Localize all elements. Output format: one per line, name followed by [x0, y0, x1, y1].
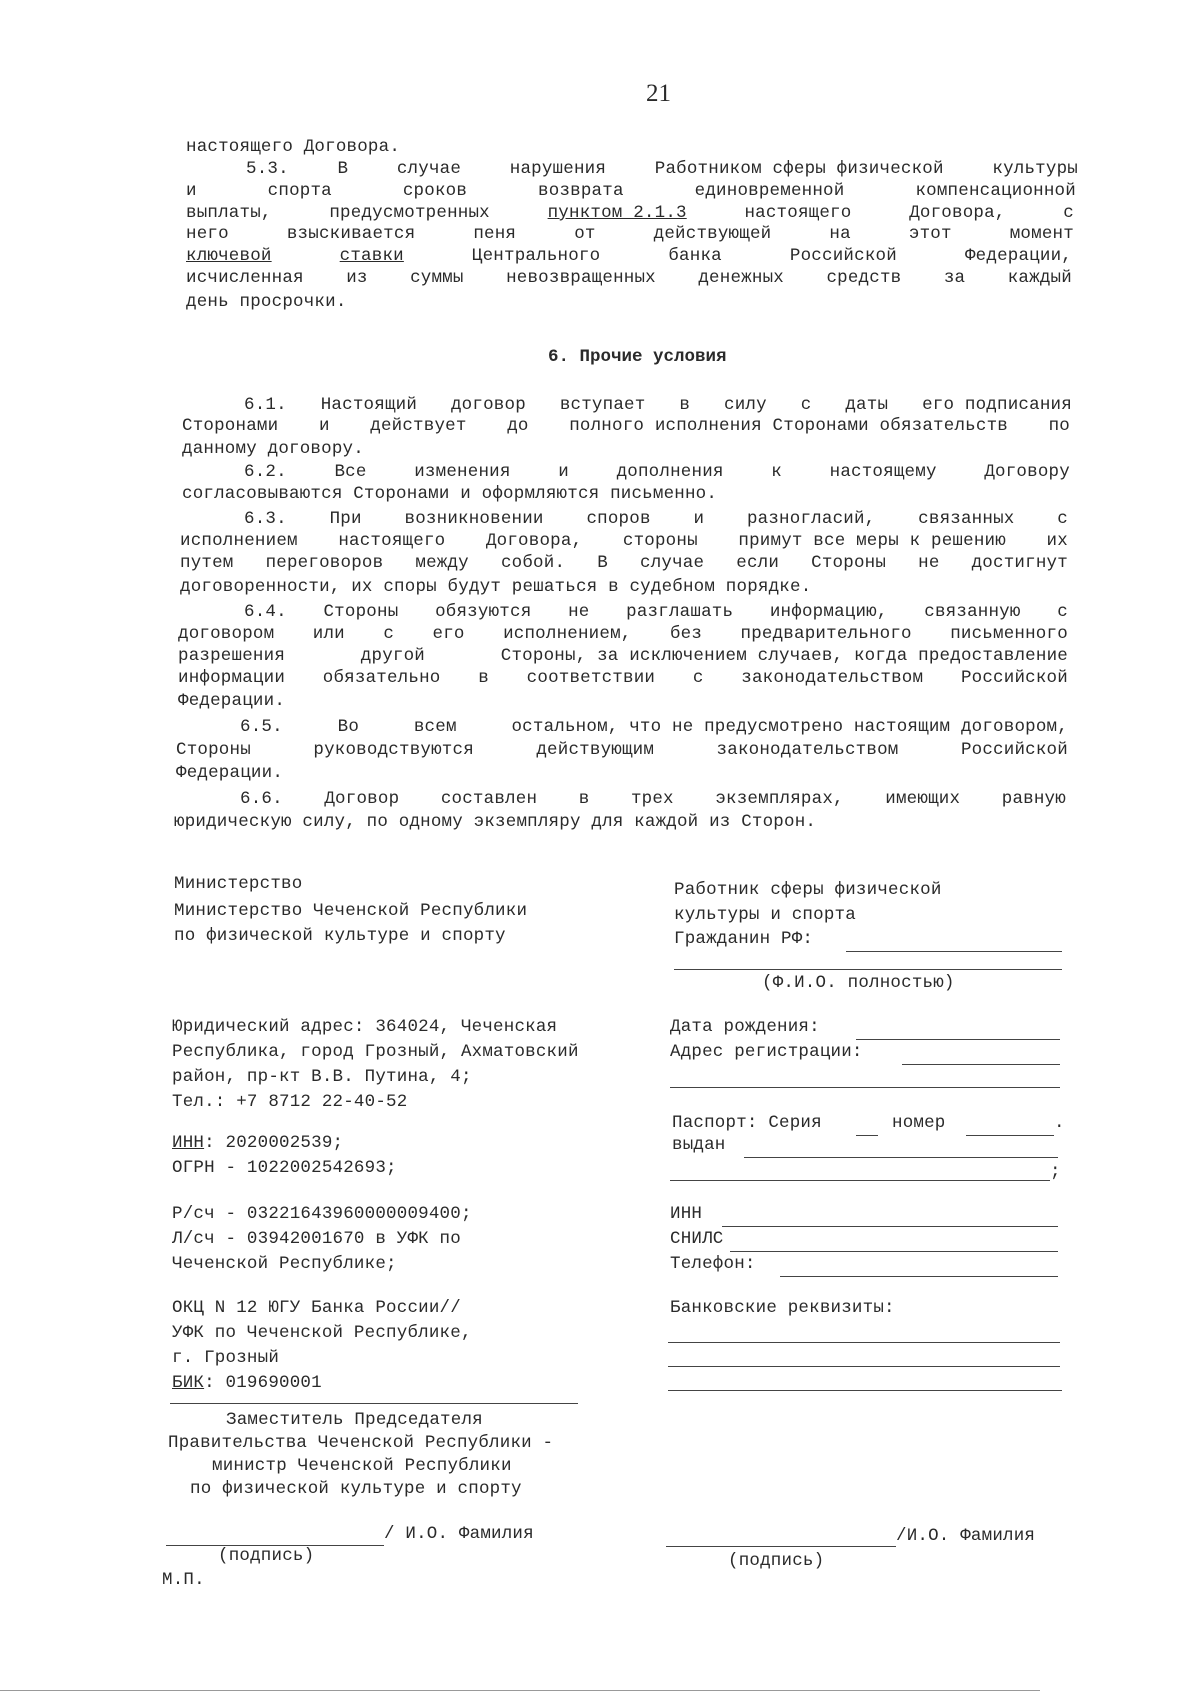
word: пеня: [473, 224, 517, 244]
word: возврата: [538, 181, 624, 201]
word: между: [415, 553, 469, 573]
word: культуры: [992, 159, 1078, 179]
word: соответствии: [526, 668, 656, 688]
word: случае: [396, 159, 462, 179]
word: банка: [668, 246, 722, 266]
text-line: [240, 789, 1066, 810]
section5-continuation: настоящего Договора.: [186, 137, 401, 157]
ministry-bik: [172, 1373, 322, 1394]
word: момент: [1009, 224, 1074, 244]
word: до: [507, 416, 529, 436]
word: дополнения: [616, 462, 724, 482]
passport-number-label: номер: [892, 1113, 946, 1133]
word: Настоящий: [320, 395, 418, 415]
word: и: [558, 462, 569, 482]
passport-issued-line-2: [670, 1180, 1050, 1181]
word: 6.2.: [244, 462, 287, 482]
word: Стороны: [811, 553, 887, 573]
word: не: [568, 602, 590, 622]
word: единовременной: [694, 181, 845, 201]
ministry-personal-account-1: Л/сч - 03942001670 в УФК по: [172, 1229, 461, 1249]
word: вступает: [559, 395, 646, 415]
word: Стороны: [176, 740, 251, 760]
word: невозвращенных: [506, 268, 656, 288]
word: настоящего: [744, 203, 852, 223]
word: согласовываются Сторонами и оформляются письменно.: [182, 484, 718, 504]
address-label: Адрес регистрации:: [670, 1042, 863, 1062]
text-line: [174, 812, 816, 833]
word: средств: [826, 268, 902, 288]
word: этот: [908, 224, 952, 244]
ministry-signature-caption: (подпись): [218, 1546, 315, 1566]
word: предварительного: [740, 624, 912, 644]
word: путем: [180, 553, 234, 573]
employee-signature-name: /И.О. Фамилия: [896, 1526, 1036, 1546]
word: без: [669, 624, 703, 644]
bank-details-label: Банковские реквизиты:: [670, 1298, 895, 1318]
word: трех: [630, 789, 674, 809]
text-line: [176, 740, 1068, 761]
scan-bottom-edge: [0, 1690, 1040, 1691]
word: имеющих: [885, 789, 961, 809]
word: выплаты,: [186, 203, 272, 223]
word: договоренности, их споры будут решаться в судебном порядке.: [180, 577, 812, 597]
ministry-phone: Тел.: +7 8712 22-40-52: [172, 1092, 408, 1112]
word: суммы: [410, 268, 464, 288]
word: 6.1.: [244, 395, 287, 415]
ministry-title-2: Министерство Чеченской Республики: [174, 901, 528, 921]
word: пунктом 2.1.3: [547, 203, 687, 223]
word: настоящему: [829, 462, 937, 482]
bik-value: : 019690001: [204, 1373, 322, 1393]
word: Российской: [789, 246, 897, 266]
text-line: [180, 553, 1068, 574]
ministry-personal-account-2: Чеченской Республике;: [172, 1254, 397, 1274]
word: с: [1057, 509, 1068, 529]
word: Сторонами: [182, 416, 279, 436]
word: предусмотренных: [329, 203, 490, 223]
word: из: [346, 268, 368, 288]
bank-details-line-1: [668, 1342, 1060, 1343]
word: спорта: [267, 181, 332, 201]
signatory-rule: [170, 1403, 578, 1404]
ministry-bank-3: г. Грозный: [172, 1348, 280, 1368]
text-line: [182, 484, 717, 505]
word: если: [736, 553, 780, 573]
inn-label: ИНН: [172, 1133, 205, 1153]
word: ключевой: [186, 246, 272, 266]
passport-series-line: [856, 1135, 878, 1136]
word: При: [329, 509, 362, 529]
seal-placeholder: М.П.: [162, 1570, 205, 1590]
text-line: [186, 246, 1072, 267]
word: их: [1046, 531, 1068, 551]
word: руководствуются: [313, 740, 474, 760]
address-field-line: [902, 1064, 1060, 1065]
employee-phone-label: Телефон:: [670, 1254, 756, 1274]
word: каждый: [1007, 268, 1072, 288]
word: Все: [334, 462, 367, 482]
snils-line: [730, 1251, 1058, 1252]
fio-caption: (Ф.И.О. полностью): [762, 973, 955, 993]
word: связанную: [924, 602, 1021, 622]
text-line: [178, 668, 1068, 689]
word: действующим: [536, 740, 655, 760]
text-line: [244, 509, 1068, 530]
word: по: [1048, 416, 1070, 436]
bank-details-line-2: [668, 1366, 1060, 1367]
passport-issued-line: [744, 1157, 1058, 1158]
employee-title-2: культуры и спорта: [674, 905, 856, 925]
word: с: [383, 624, 395, 644]
word: изменения: [414, 462, 511, 482]
word: письменного: [950, 624, 1068, 644]
signatory-title-3: министр Чеченской Республики: [212, 1456, 512, 1476]
ministry-title-1: Министерство: [174, 874, 303, 894]
word: примут все меры к решению: [738, 531, 1006, 551]
text-line: [180, 577, 811, 598]
word: обязательно: [322, 668, 441, 688]
ministry-inn: [172, 1133, 343, 1154]
ministry-ogrn: ОГРН - 1022002542693;: [172, 1158, 397, 1178]
word: в: [578, 789, 590, 809]
word: с: [1057, 602, 1068, 622]
word: Во: [337, 717, 360, 737]
word: денежных: [698, 268, 784, 288]
word: него: [186, 224, 229, 244]
word: связанных: [918, 509, 1015, 529]
passport-issued-label: выдан: [672, 1135, 726, 1155]
word: в: [478, 668, 489, 688]
word: составлен: [440, 789, 538, 809]
text-line: [182, 416, 1070, 437]
employee-inn-label: ИНН: [670, 1204, 703, 1224]
word: с: [800, 395, 812, 415]
word: Федерации.: [178, 691, 286, 711]
text-line: [240, 717, 1068, 738]
word: другой: [360, 646, 426, 666]
text-line: [178, 624, 1068, 645]
word: равную: [1001, 789, 1066, 809]
word: не: [918, 553, 940, 573]
employee-title-1: Работник сферы физической: [674, 880, 942, 900]
word: с: [692, 668, 704, 688]
word: Российской: [960, 668, 1068, 688]
word: разногласий,: [746, 509, 876, 529]
word: экземплярах,: [715, 789, 844, 809]
word: Федерации.: [176, 763, 284, 783]
text-line: [244, 602, 1068, 623]
word: 6.3.: [244, 509, 287, 529]
citizen-field-line: [846, 951, 1062, 952]
text-line: [178, 646, 1068, 667]
ministry-account: Р/сч - 03221643960000009400;: [172, 1204, 472, 1224]
word: 6.4.: [244, 602, 287, 622]
word: от: [574, 224, 596, 244]
passport-number-line: [966, 1135, 1054, 1136]
text-line: [186, 181, 1076, 202]
text-line: [186, 224, 1074, 245]
word: компенсационной: [915, 181, 1076, 201]
word: Стороны, за исключением случаев, когда предоставление: [500, 646, 1068, 666]
word: Договор: [324, 789, 400, 809]
word: к: [771, 462, 782, 482]
text-line: [178, 691, 285, 712]
word: исчисленная: [186, 268, 304, 288]
text-line: [244, 395, 1072, 416]
word: и: [693, 509, 705, 529]
word: 5.3.: [246, 159, 289, 179]
word: всем: [413, 717, 457, 737]
text-line: [246, 159, 1078, 180]
word: Договору: [984, 462, 1070, 482]
employee-signature-line: [666, 1546, 896, 1547]
ministry-address-2: Республика, город Грозный, Ахматовский: [172, 1042, 579, 1062]
word: законодательством: [741, 668, 924, 688]
text-line: [186, 203, 1074, 224]
word: в: [679, 395, 691, 415]
page-number: 21: [646, 80, 671, 107]
word: с: [1063, 203, 1074, 223]
word: законодательством: [716, 740, 899, 760]
text-line: [186, 292, 347, 313]
word: обязуются: [435, 602, 532, 622]
employee-inn-line: [722, 1226, 1058, 1227]
word: за: [943, 268, 966, 288]
signatory-title-4: по физической культуре и спорту: [190, 1479, 522, 1499]
word: споров: [586, 509, 651, 529]
word: и: [186, 181, 197, 201]
word: собой.: [500, 553, 566, 573]
employee-citizen-label: Гражданин РФ:: [674, 929, 814, 949]
text-line: [186, 268, 1072, 289]
inn-value: : 2020002539;: [204, 1133, 344, 1153]
word: даты: [845, 395, 889, 415]
word: 6.5.: [240, 717, 283, 737]
word: достигнут: [971, 553, 1068, 573]
ministry-bank-2: УФК по Чеченской Республике,: [172, 1323, 472, 1343]
word: договор: [450, 395, 526, 415]
employee-signature-caption: (подпись): [728, 1551, 825, 1571]
word: нарушения: [509, 159, 607, 179]
word: действующей: [653, 224, 772, 244]
ministry-address-1: Юридический адрес: 364024, Чеченская: [172, 1017, 558, 1037]
ministry-address-3: район, пр-кт В.В. Путина, 4;: [172, 1067, 472, 1087]
ministry-signature-name: / И.О. Фамилия: [384, 1524, 534, 1544]
bik-label: БИК: [172, 1373, 205, 1393]
passport-semicolon: ;: [1050, 1162, 1061, 1182]
word: Договора,: [909, 203, 1006, 223]
word: на: [829, 224, 851, 244]
word: В: [337, 159, 349, 179]
word: договором: [178, 624, 275, 644]
signatory-title-2: Правительства Чеченской Республики -: [168, 1433, 554, 1453]
word: данному договору.: [182, 439, 364, 459]
word: его: [432, 624, 465, 644]
dob-label: Дата рождения:: [670, 1017, 820, 1037]
signatory-title-1: Заместитель Председателя: [226, 1410, 483, 1430]
word: полного исполнения Сторонами обязательств: [569, 416, 1008, 436]
snils-label: СНИЛС: [670, 1229, 724, 1249]
word: силу: [724, 395, 767, 415]
word: Стороны: [323, 602, 399, 622]
passport-label: Паспорт: Серия: [672, 1113, 822, 1133]
fio-field-line: [674, 969, 1062, 970]
address-field-line-2: [670, 1087, 1060, 1088]
word: Федерации,: [964, 246, 1072, 266]
text-line: [180, 531, 1068, 552]
text-line: [244, 462, 1070, 483]
word: юридическую силу, по одному экземпляру для каждой из Сторон.: [174, 812, 817, 832]
word: остальном, что не предусмотрено настоящим договором,: [511, 717, 1068, 737]
word: разрешения: [178, 646, 286, 666]
word: Центрального: [471, 246, 601, 266]
bank-details-line-3: [668, 1390, 1062, 1391]
word: взыскивается: [286, 224, 416, 244]
word: переговоров: [265, 553, 384, 573]
word: настоящего: [338, 531, 446, 551]
word: Российской: [960, 740, 1068, 760]
word: ставки: [339, 246, 404, 266]
word: Договора,: [485, 531, 583, 551]
word: возникновении: [404, 509, 544, 529]
word: 6.6.: [240, 789, 283, 809]
text-line: [176, 763, 283, 784]
word: его подписания: [922, 395, 1072, 415]
word: исполнением: [180, 531, 298, 551]
word: информацию,: [769, 602, 888, 622]
word: или: [312, 624, 345, 644]
section-6-heading: 6. Прочие условия: [548, 347, 727, 367]
word: исполнением,: [503, 624, 632, 644]
word: стороны: [622, 531, 698, 551]
word: день просрочки.: [186, 292, 347, 312]
passport-period: .: [1054, 1113, 1065, 1133]
dob-field-line: [856, 1039, 1060, 1040]
word: Работником сферы физической: [654, 159, 944, 179]
ministry-title-3: по физической культуре и спорту: [174, 926, 506, 946]
text-line: [182, 439, 364, 460]
word: случае: [640, 553, 705, 573]
word: разглашать: [626, 602, 734, 622]
word: и: [318, 416, 330, 436]
word: В: [597, 553, 608, 573]
ministry-bank-1: ОКЦ N 12 ЮГУ Банка России//: [172, 1298, 461, 1318]
word: сроков: [402, 181, 468, 201]
word: действует: [370, 416, 467, 436]
word: информации: [178, 668, 286, 688]
employee-phone-line: [780, 1276, 1058, 1277]
